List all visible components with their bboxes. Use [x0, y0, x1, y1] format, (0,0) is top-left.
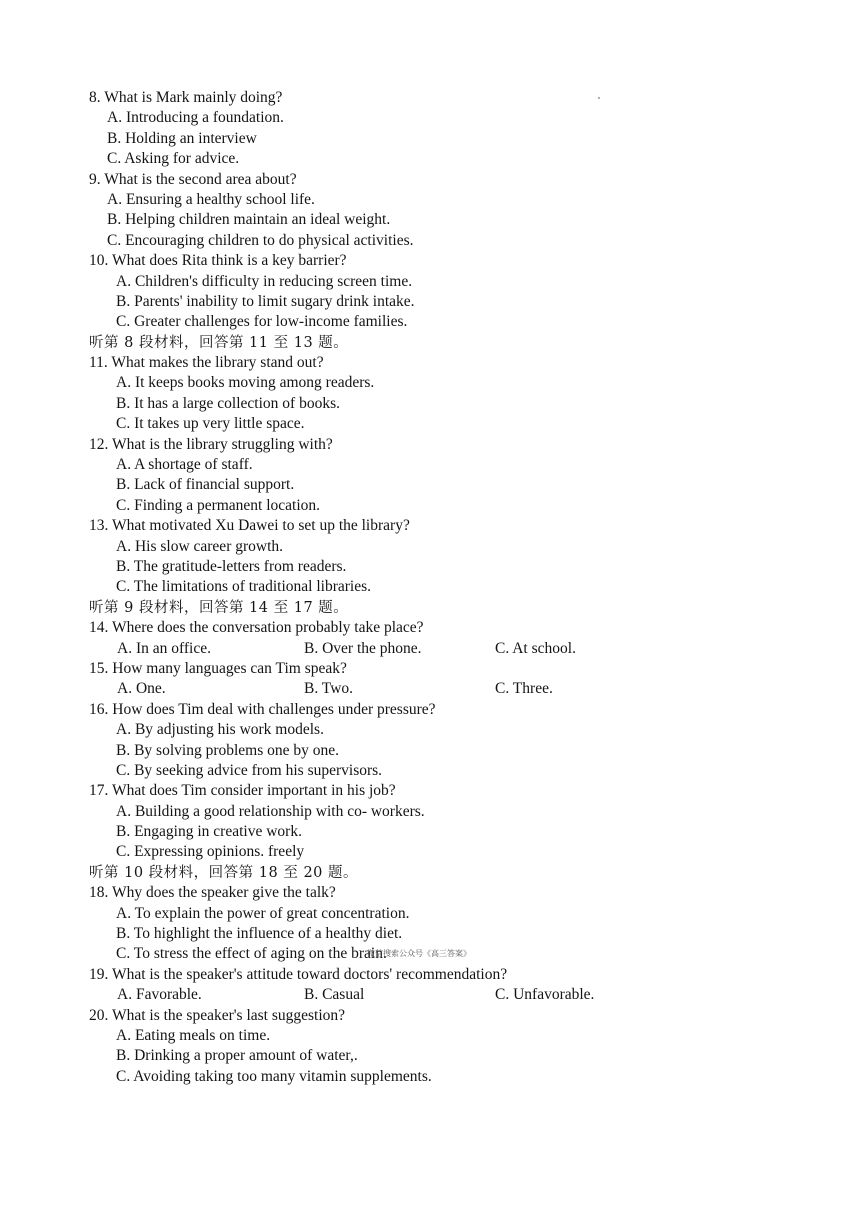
question-text: 17. What does Tim consider important in his job? [89, 782, 396, 800]
option-text: B. Helping children maintain an ideal weight. [107, 211, 391, 229]
option-text: C. To stress the effect of aging on the brain. [116, 945, 387, 963]
option-text: C. Asking for advice. [107, 150, 240, 168]
option-row [89, 985, 729, 1005]
option-text: C. Finding a permanent location. [116, 496, 321, 514]
option-text: C. Greater challenges for low-income families. [116, 313, 408, 331]
option-text: A. His slow career growth. [116, 537, 284, 555]
option-text: C. The limitations of traditional libraries. [116, 578, 371, 596]
option-text: A. One. [117, 680, 166, 698]
question-text: 15. How many languages can Tim speak? [89, 659, 347, 677]
option-text: C. Expressing opinions. freely [116, 843, 305, 861]
option-text: C. At school. [495, 639, 576, 657]
option-text: B. Lack of financial support. [116, 476, 295, 494]
option-text: A. Eating meals on time. [116, 1026, 271, 1044]
section-instruction: 听第 9 段材料，回答第 14 至 17 题。 [89, 599, 349, 616]
option-text: A. A shortage of staff. [116, 456, 253, 474]
option-text: B. Holding an interview [107, 129, 257, 147]
option-text: B. By solving problems one by one. [116, 741, 340, 759]
option-text: C. By seeking advice from his supervisors. [116, 761, 383, 779]
question-text: 14. Where does the conversation probably take place? [89, 619, 424, 637]
option-row [89, 679, 729, 699]
option-text: A. To explain the power of great concentration. [116, 904, 410, 922]
option-text: A. Favorable. [117, 986, 202, 1004]
option-text: B. Two. [304, 680, 354, 698]
question-text: 9. What is the second area about? [89, 170, 297, 188]
question-list [89, 88, 729, 1087]
question-text: 13. What motivated Xu Dawei to set up the library? [89, 517, 410, 535]
option-text: A. Ensuring a healthy school life. [107, 190, 315, 208]
option-text: C. Encouraging children to do physical activities. [107, 231, 414, 249]
question-text: 20. What is the speaker's last suggestion? [89, 1006, 346, 1024]
option-text: C. Avoiding taking too many vitamin supplements. [116, 1067, 432, 1085]
option-text: B. It has a large collection of books. [116, 394, 340, 412]
option-text: C. It takes up very little space. [116, 415, 305, 433]
question-text: 12. What is the library struggling with? [89, 435, 333, 453]
option-row [89, 639, 729, 659]
option-text: B. Engaging in creative work. [116, 823, 302, 841]
option-text: B. The gratitude-letters from readers. [116, 557, 347, 575]
option-text: A. By adjusting his work models. [116, 721, 324, 739]
question-text: 8. What is Mark mainly doing? [89, 89, 283, 106]
option-text: A. Building a good relationship with co- workers. [116, 802, 425, 820]
section-instruction: 听第 10 段材料，回答第 18 至 20 题。 [89, 864, 359, 881]
question-text: 19. What is the speaker's attitude toward doctors' recommendation? [89, 965, 508, 983]
option-text: B. Casual [304, 986, 365, 1004]
option-text: A. In an office. [117, 639, 211, 657]
question-text: 10. What does Rita think is a key barrier? [89, 252, 347, 270]
question-text: 11. What makes the library stand out? [89, 354, 324, 372]
option-text: B. Over the phone. [304, 639, 422, 657]
option-text: A. Introducing a foundation. [107, 109, 284, 127]
option-text: C. Unfavorable. [495, 986, 595, 1004]
option-text: A. It keeps books moving among readers. [116, 374, 375, 392]
section-instruction: 听第 8 段材料，回答第 11 至 13 题。 [89, 334, 349, 351]
option-text: C. Three. [495, 680, 553, 698]
option-text: B. Parents' inability to limit sugary drink intake. [116, 292, 415, 310]
question-text: 16. How does Tim deal with challenges under pressure? [89, 700, 436, 718]
question-text: 18. Why does the speaker give the talk? [89, 884, 336, 902]
option-text: A. Children's difficulty in reducing screen time. [116, 272, 413, 290]
option-text: B. To highlight the influence of a healthy diet. [116, 925, 403, 943]
option-text: B. Drinking a proper amount of water,. [116, 1047, 358, 1065]
watermark-text: 微信搜索公众号《高三答案》 [367, 949, 471, 958]
